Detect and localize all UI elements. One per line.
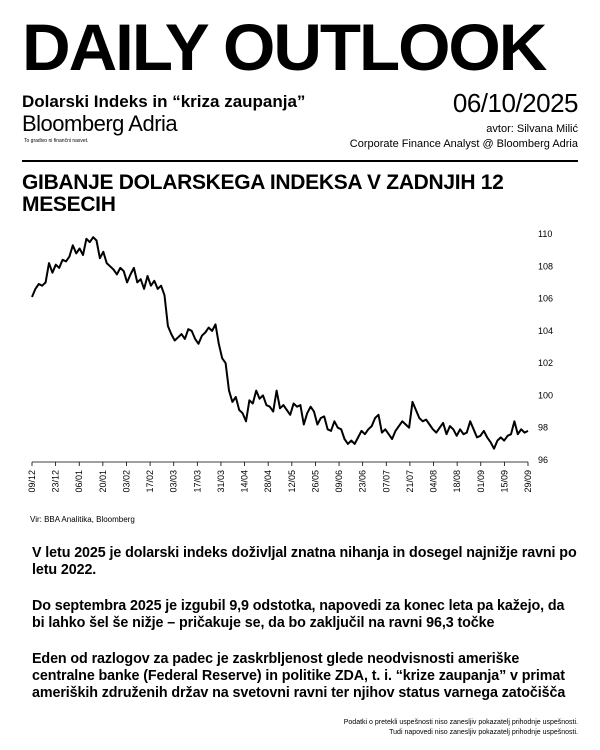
x-tick-label: 09/06 [334, 470, 345, 493]
author-role: Corporate Finance Analyst @ Bloomberg Adria [349, 138, 578, 150]
series-line-dollar-index [32, 237, 528, 449]
x-tick-label: 15/09 [499, 470, 510, 493]
x-tick-label: 07/07 [381, 470, 392, 493]
y-tick-label: 102 [538, 358, 554, 369]
y-tick-label: 108 [538, 261, 554, 272]
disclaimer-tagline: To gradivo ni finančni nasvet. [24, 138, 89, 144]
disclaimer-line-1: Podatki o pretekli uspešnosti niso zanesljiv pokazatelj prihodnje uspešnosti. [343, 719, 578, 726]
x-tick-label: 21/07 [404, 470, 415, 493]
y-tick-label: 100 [538, 390, 554, 401]
x-tick-label: 17/02 [145, 470, 156, 493]
x-tick-label: 17/03 [192, 470, 203, 493]
paragraph-1: V letu 2025 je dolarski indeks doživljal znatna nihanja in dosegel najnižje ravni po letu 2022. [32, 545, 577, 579]
report-date: 06/10/2025 [452, 88, 578, 118]
dollar-index-line-chart [22, 224, 578, 514]
x-tick-label: 04/08 [428, 470, 439, 493]
x-tick-label: 06/01 [74, 470, 85, 493]
x-tick-label: 20/01 [97, 470, 108, 493]
brand-name: Bloomberg Adria [22, 111, 178, 136]
x-tick-label: 29/09 [523, 470, 533, 493]
y-tick-label: 104 [538, 325, 554, 336]
x-tick-label: 09/12 [27, 470, 37, 493]
paragraph-2: Do septembra 2025 je izgubil 9,9 odstotka, napovedi za konec leta pa kažejo, da bi lahko šel še nižje – pričakuje se, da bo zaključil na ravni 96,3 točke [32, 598, 565, 632]
y-tick-label: 96 [538, 455, 549, 465]
masthead-title: DAILY OUTLOOK [22, 10, 546, 84]
x-tick-label: 23/12 [50, 470, 61, 493]
author-name: avtor: Silvana Milić [486, 123, 578, 135]
x-tick-label: 03/02 [121, 470, 132, 493]
section-title: GIBANJE DOLARSKEGA INDEKSA V ZADNJIH 12 MESECIH [22, 171, 504, 217]
y-tick-label: 106 [538, 293, 554, 304]
y-tick-label: 98 [538, 422, 549, 433]
section-divider [22, 160, 578, 162]
x-tick-label: 28/04 [263, 470, 274, 493]
report-subtitle: Dolarski Indeks in “kriza zaupanja” [22, 92, 306, 111]
paragraph-3: Eden od razlogov za padec je zaskrbljenost glede neodvisnosti ameriške centralne banke (Federal Reserve) in politike ZDA, t. i. “krize zaupanja” v primat ameriških združenih držav na svetovni ravni ter njihov status varnega zatočišča [32, 651, 566, 702]
x-tick-label: 01/09 [475, 470, 486, 493]
x-tick-label: 03/03 [168, 470, 179, 493]
x-tick-label: 23/06 [357, 470, 368, 493]
x-tick-label: 26/05 [310, 470, 321, 493]
y-tick-label: 110 [538, 229, 553, 239]
x-tick-label: 12/05 [286, 470, 297, 493]
x-tick-label: 18/08 [452, 470, 463, 493]
x-tick-label: 14/04 [239, 470, 250, 493]
disclaimer-line-2: Tudi napovedi niso zanesljiv pokazatelj prihodnje uspešnosti. [389, 729, 578, 736]
chart-source: Vir: BBA Analitika, Bloomberg [30, 515, 135, 524]
x-tick-label: 31/03 [215, 470, 226, 493]
